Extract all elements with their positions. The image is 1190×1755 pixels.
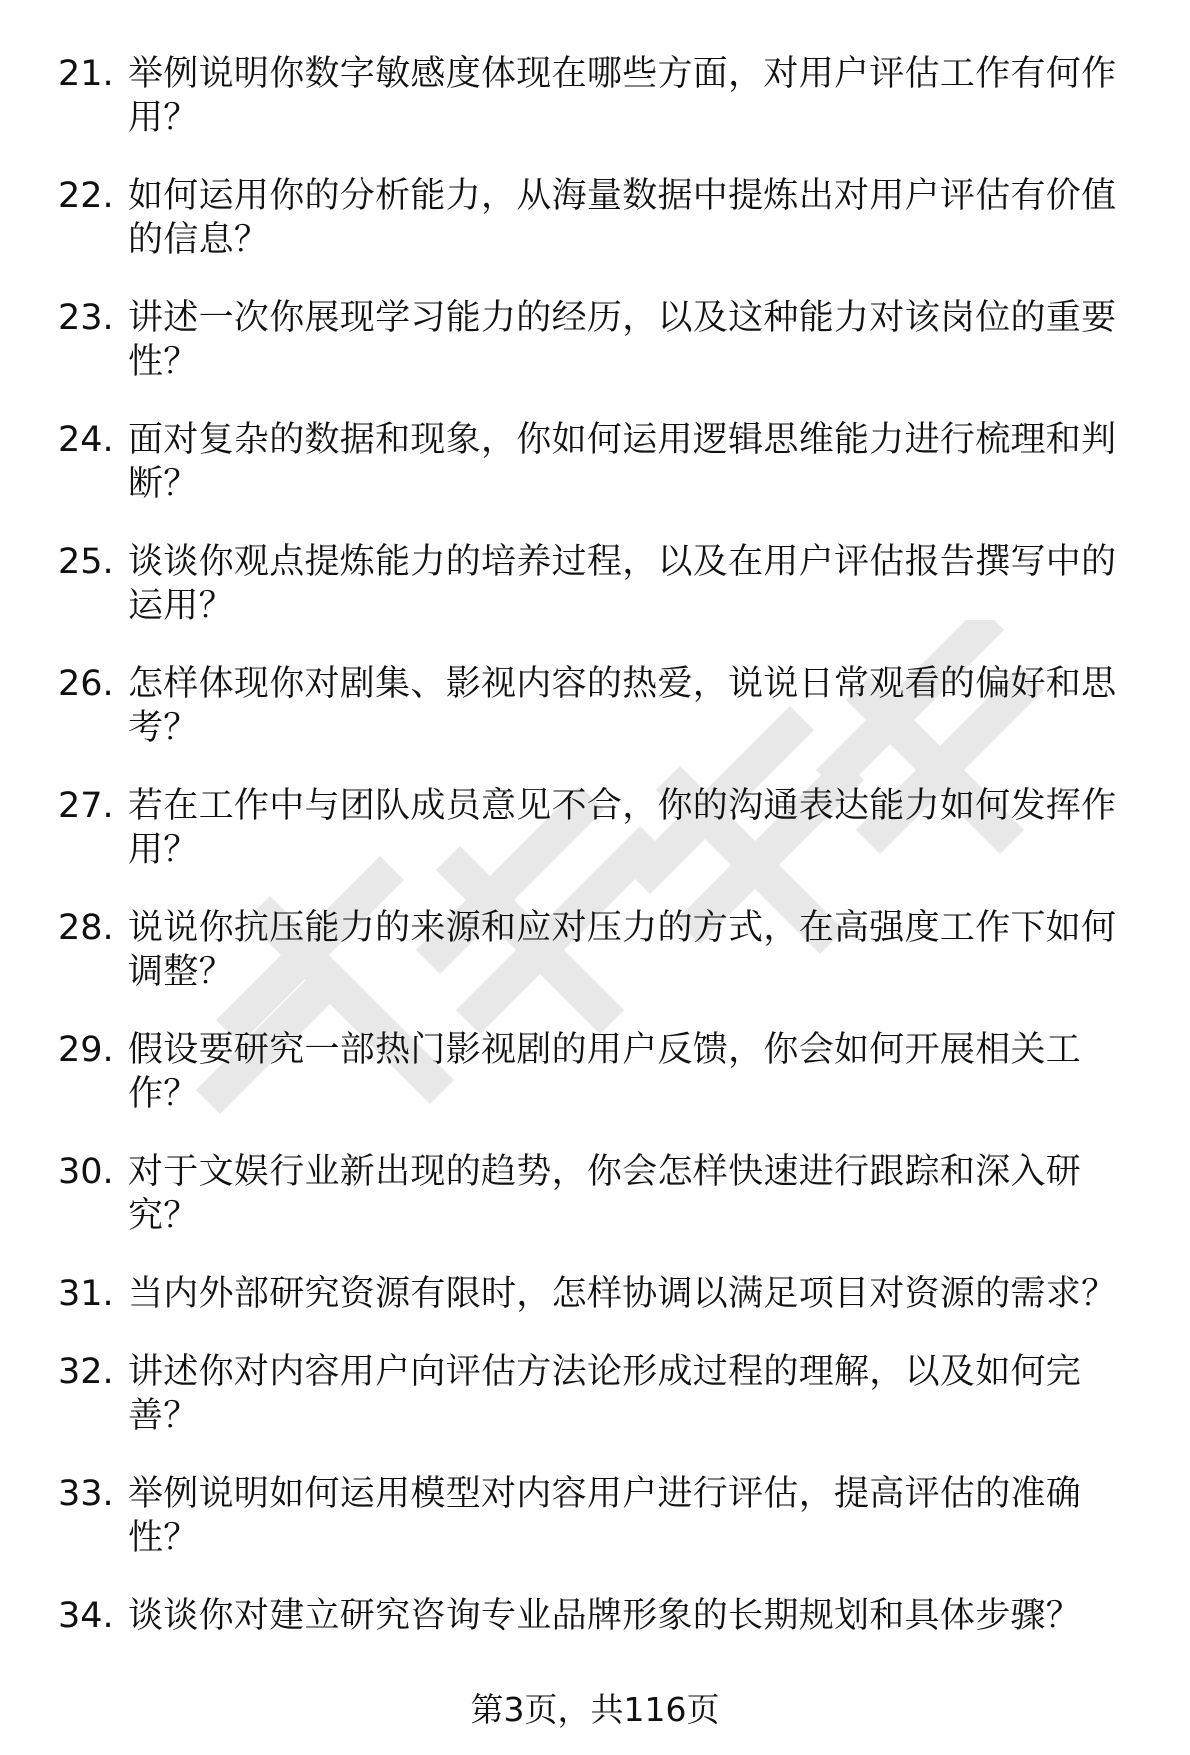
question-number: 28. bbox=[58, 908, 114, 948]
question-text: 假设要研究一部热门影视剧的用户反馈，你会如何开展相关工作？ bbox=[128, 1030, 1082, 1114]
question-number: 27. bbox=[58, 786, 114, 826]
question-number: 25. bbox=[58, 542, 114, 582]
list-item bbox=[58, 1472, 1148, 1560]
list-item bbox=[58, 1150, 1148, 1238]
question-number: 21. bbox=[58, 54, 114, 94]
list-item bbox=[58, 1028, 1148, 1116]
list-item bbox=[58, 296, 1148, 384]
question-text: 讲述一次你展现学习能力的经历，以及这种能力对该岗位的重要性？ bbox=[128, 298, 1117, 382]
list-item bbox=[58, 906, 1148, 994]
list-item bbox=[58, 784, 1148, 872]
question-text: 对于文娱行业新出现的趋势，你会怎样快速进行跟踪和深入研究？ bbox=[128, 1152, 1082, 1236]
question-number: 33. bbox=[58, 1474, 114, 1514]
question-number: 22. bbox=[58, 176, 114, 216]
question-list bbox=[58, 52, 1148, 1672]
question-text: 面对复杂的数据和现象，你如何运用逻辑思维能力进行梳理和判断？ bbox=[128, 420, 1117, 504]
list-item bbox=[58, 662, 1148, 750]
list-item bbox=[58, 174, 1148, 262]
question-number: 29. bbox=[58, 1030, 114, 1070]
question-text: 若在工作中与团队成员意见不合，你的沟通表达能力如何发挥作用？ bbox=[128, 786, 1117, 870]
question-number: 34. bbox=[58, 1596, 114, 1636]
question-text: 谈谈你对建立研究咨询专业品牌形象的长期规划和具体步骤？ bbox=[128, 1596, 1082, 1636]
question-text: 讲述你对内容用户向评估方法论形成过程的理解，以及如何完善？ bbox=[128, 1352, 1082, 1436]
list-item bbox=[58, 1594, 1148, 1638]
question-number: 24. bbox=[58, 420, 114, 460]
question-number: 26. bbox=[58, 664, 114, 704]
question-text: 如何运用你的分析能力，从海量数据中提炼出对用户评估有价值的信息？ bbox=[128, 176, 1117, 260]
question-text: 说说你抗压能力的来源和应对压力的方式，在高强度工作下如何调整？ bbox=[128, 908, 1117, 992]
list-item bbox=[58, 1350, 1148, 1438]
list-item bbox=[58, 1272, 1148, 1316]
list-item bbox=[58, 540, 1148, 628]
question-text: 举例说明如何运用模型对内容用户进行评估，提高评估的准确性？ bbox=[128, 1474, 1082, 1558]
question-number: 30. bbox=[58, 1152, 114, 1192]
question-number: 23. bbox=[58, 298, 114, 338]
list-item bbox=[58, 418, 1148, 506]
list-item bbox=[58, 52, 1148, 140]
question-text: 谈谈你观点提炼能力的培养过程，以及在用户评估报告撰写中的运用？ bbox=[128, 542, 1117, 626]
question-text: 当内外部研究资源有限时，怎样协调以满足项目对资源的需求？ bbox=[128, 1274, 1117, 1314]
question-number: 31. bbox=[58, 1274, 114, 1314]
question-text: 举例说明你数字敏感度体现在哪些方面，对用户评估工作有何作用？ bbox=[128, 54, 1117, 138]
page-number-label: 第3页，共116页 bbox=[470, 1690, 720, 1729]
question-number: 32. bbox=[58, 1352, 114, 1392]
question-text: 怎样体现你对剧集、影视内容的热爱，说说日常观看的偏好和思考？ bbox=[128, 664, 1117, 748]
page-footer bbox=[0, 1690, 1190, 1730]
